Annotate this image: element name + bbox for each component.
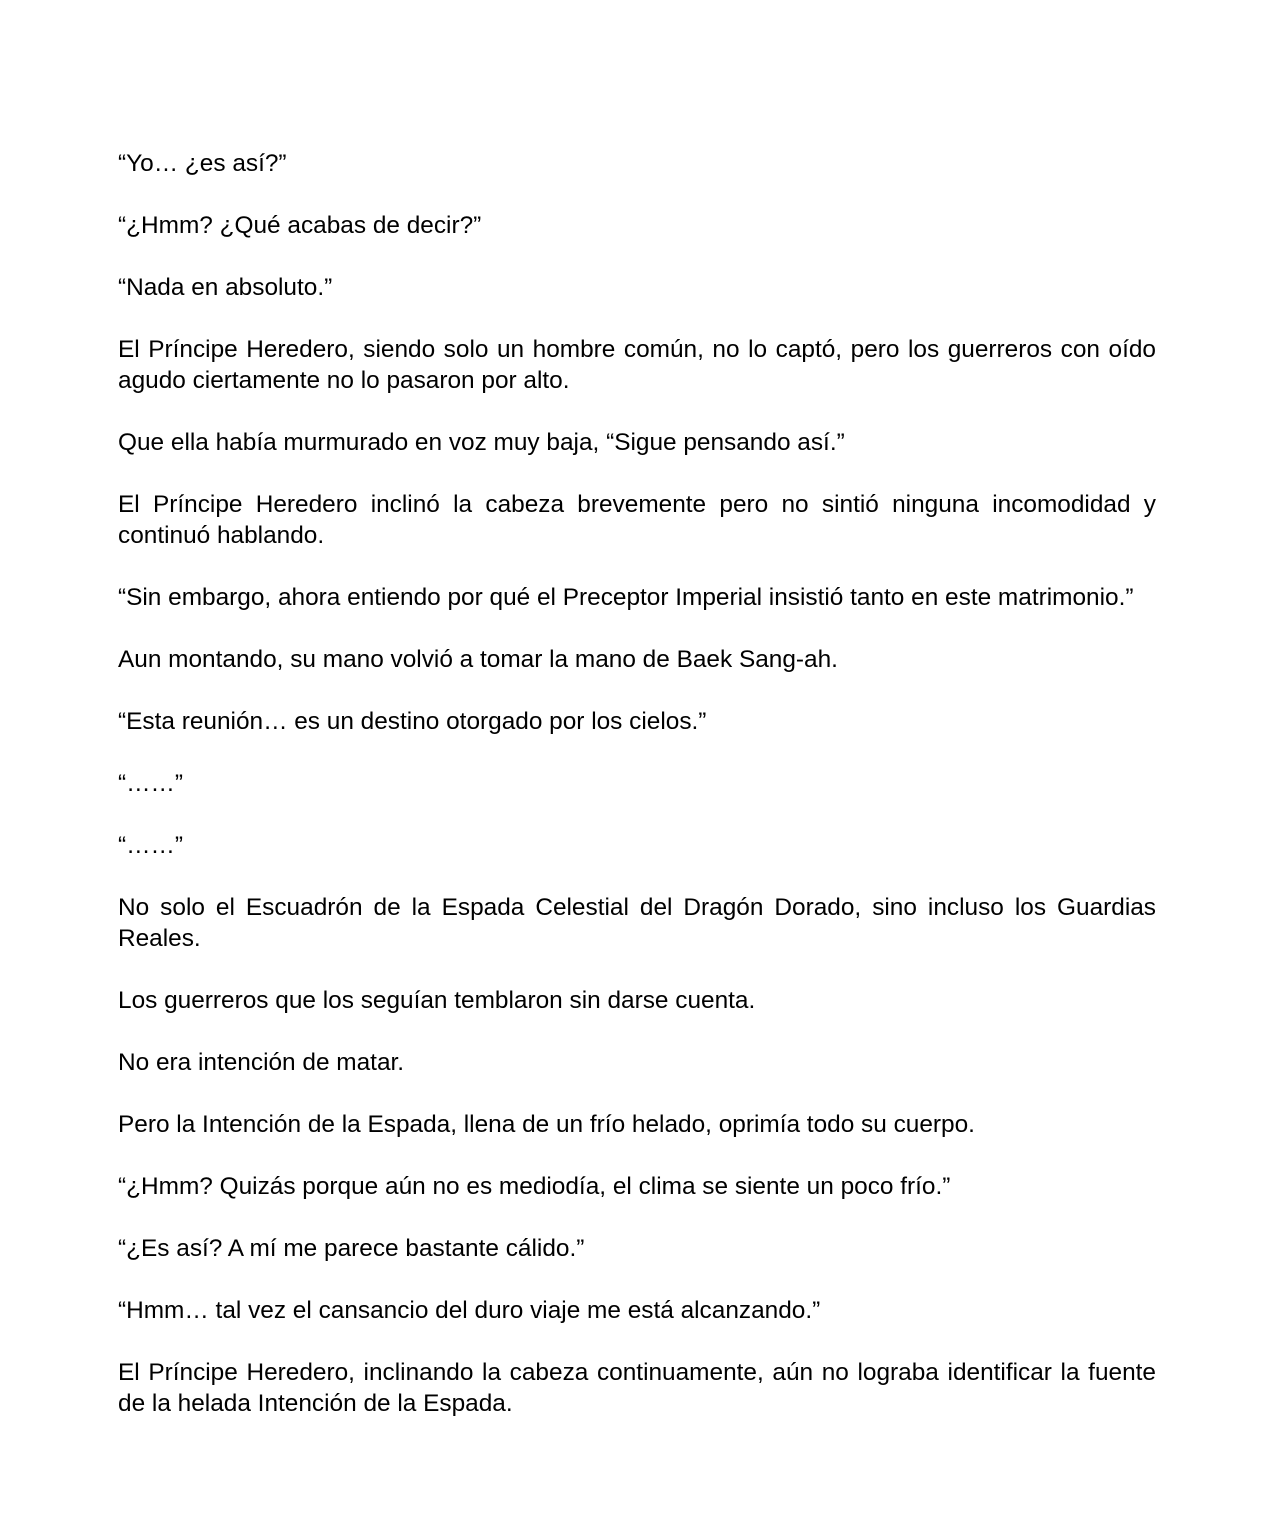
paragraph: “Sin embargo, ahora entiendo por qué el Preceptor Imperial insistió tanto en este matrimonio.” <box>118 584 1134 611</box>
paragraph: “……” <box>118 832 184 859</box>
paragraph: “¿Hmm? Quizás porque aún no es mediodía, el clima se siente un poco frío.” <box>118 1173 951 1200</box>
paragraph: “Nada en absoluto.” <box>118 274 333 301</box>
document-page <box>118 148 1156 1419</box>
paragraph: Los guerreros que los seguían temblaron sin darse cuenta. <box>118 987 756 1014</box>
paragraph: No era intención de matar. <box>118 1049 405 1076</box>
paragraph: “Yo… ¿es así?” <box>118 150 287 177</box>
paragraph: “Hmm… tal vez el cansancio del duro viaje me está alcanzando.” <box>118 1297 821 1324</box>
paragraph: “¿Hmm? ¿Qué acabas de decir?” <box>118 212 482 239</box>
paragraph: El Príncipe Heredero, siendo solo un hombre común, no lo captó, pero los guerreros con oído agudo ciertamente no lo pasaron por alto. <box>118 336 1156 394</box>
paragraph: El Príncipe Heredero inclinó la cabeza brevemente pero no sintió ninguna incomodidad y continuó hablando. <box>118 491 1156 549</box>
paragraph: Que ella había murmurado en voz muy baja, “Sigue pensando así.” <box>118 429 845 456</box>
paragraph: “Esta reunión… es un destino otorgado por los cielos.” <box>118 708 707 735</box>
paragraph: Pero la Intención de la Espada, llena de un frío helado, oprimía todo su cuerpo. <box>118 1111 975 1138</box>
paragraph: “……” <box>118 770 184 797</box>
paragraph: El Príncipe Heredero, inclinando la cabeza continuamente, aún no lograba identificar la fuente de la helada Intención de la Espada. <box>118 1359 1156 1417</box>
paragraph: “¿Es así? A mí me parece bastante cálido.” <box>118 1235 585 1262</box>
paragraph: No solo el Escuadrón de la Espada Celestial del Dragón Dorado, sino incluso los Guardias Reales. <box>118 894 1156 952</box>
paragraph: Aun montando, su mano volvió a tomar la mano de Baek Sang-ah. <box>118 646 838 673</box>
